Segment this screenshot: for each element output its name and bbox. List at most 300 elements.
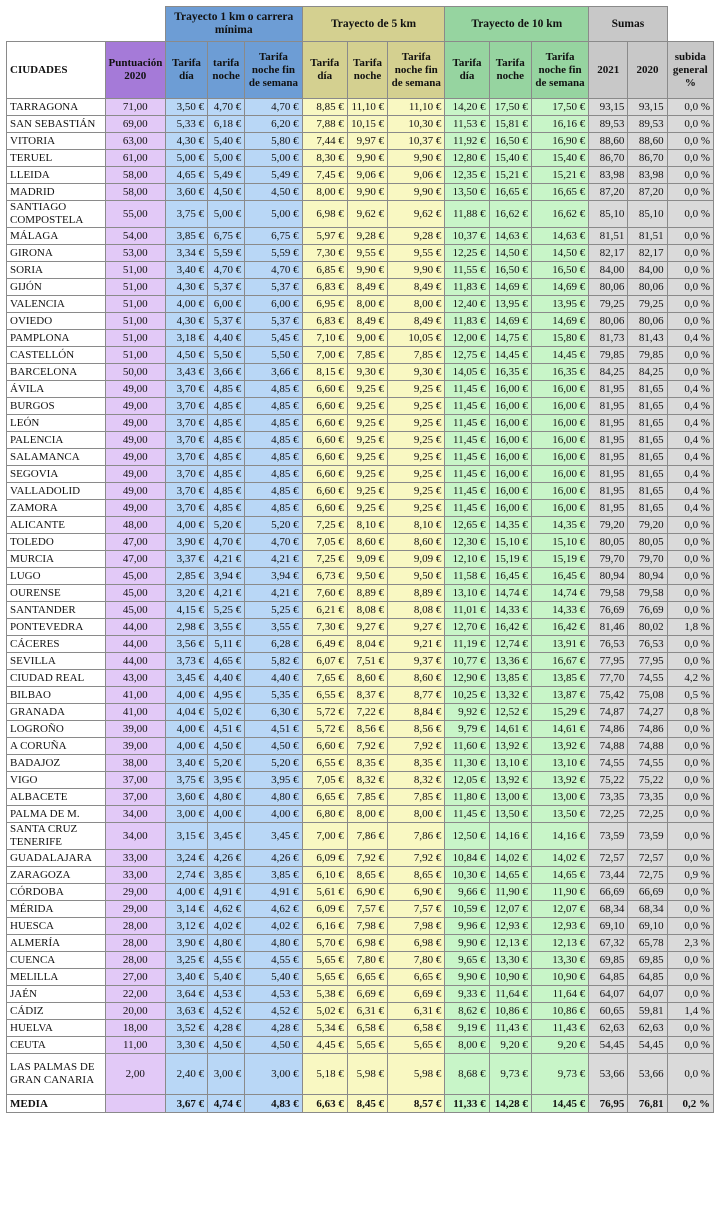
cell-10km-finde: 11,90 € [531, 884, 588, 901]
cell-10km-finde: 14,50 € [531, 245, 588, 262]
cell-subida: 0,0 % [667, 517, 713, 534]
cell-subida: 0,0 % [667, 636, 713, 653]
cell-5km-noche: 9,25 € [347, 415, 387, 432]
cell-10km-noche: 12,13 € [489, 935, 531, 952]
table-row [7, 670, 714, 687]
cell-puntuacion: 71,00 [105, 99, 165, 116]
cell-suma-2021: 79,85 [589, 347, 628, 364]
cell-1km-noche: 5,00 € [208, 201, 245, 228]
cell-1km-finde: 4,70 € [245, 534, 302, 551]
cell-suma-2020: 74,27 [628, 704, 667, 721]
cell-10km-noche: 16,35 € [489, 364, 531, 381]
cell-1km-noche: 5,40 € [208, 969, 245, 986]
cell-puntuacion: 47,00 [105, 551, 165, 568]
cell-5km-finde: 8,60 € [388, 534, 445, 551]
cell-5km-finde: 6,69 € [388, 986, 445, 1003]
table-row [7, 1003, 714, 1020]
cell-10km-dia: 8,62 € [445, 1003, 489, 1020]
cell-suma-2020: 76,53 [628, 636, 667, 653]
cell-10km-dia: 11,92 € [445, 133, 489, 150]
cell-5km-noche: 9,25 € [347, 381, 387, 398]
cell-puntuacion: 45,00 [105, 602, 165, 619]
cell-1km-dia: 4,50 € [165, 347, 207, 364]
cell-1km-noche: 5,59 € [208, 245, 245, 262]
cell-5km-finde: 6,58 € [388, 1020, 445, 1037]
cell-suma-2021: 81,95 [589, 483, 628, 500]
cell-1km-noche: 4,85 € [208, 381, 245, 398]
cell-puntuacion: 49,00 [105, 500, 165, 517]
cell-5km-finde: 8,08 € [388, 602, 445, 619]
cell-1km-noche: 4,50 € [208, 184, 245, 201]
cell-subida: 0,0 % [667, 789, 713, 806]
cell-5km-noche: 7,86 € [347, 823, 387, 850]
cell-subida: 0,0 % [667, 738, 713, 755]
cell-10km-dia: 14,20 € [445, 99, 489, 116]
cell-subida: 0,0 % [667, 201, 713, 228]
cell-1km-finde: 4,85 € [245, 381, 302, 398]
cell-1km-dia: 3,25 € [165, 952, 207, 969]
cell-5km-finde: 9,06 € [388, 167, 445, 184]
cell-1km-noche: 4,85 € [208, 432, 245, 449]
cell-10km-finde: 14,69 € [531, 279, 588, 296]
cell-subida: 0,0 % [667, 585, 713, 602]
table-row [7, 636, 714, 653]
cell-1km-dia: 4,00 € [165, 721, 207, 738]
cell-10km-dia: 8,00 € [445, 1037, 489, 1054]
table-row [7, 551, 714, 568]
cell-10km-noche: 16,50 € [489, 133, 531, 150]
cell-subida: 0,0 % [667, 313, 713, 330]
cell-suma-2020: 79,85 [628, 347, 667, 364]
cell-subida: 0,0 % [667, 347, 713, 364]
cell-5km-finde: 8,49 € [388, 279, 445, 296]
cell-1km-finde: 5,82 € [245, 653, 302, 670]
col-header-5km-noche: Tarifa noche [347, 42, 387, 99]
cell-city: MÁLAGA [7, 228, 106, 245]
cell-10km-finde: 15,40 € [531, 150, 588, 167]
table-row [7, 133, 714, 150]
table-row [7, 986, 714, 1003]
cell-city: HUESCA [7, 918, 106, 935]
cell-subida: 0,8 % [667, 704, 713, 721]
table-body [7, 99, 714, 1113]
cell-10km-finde: 14,74 € [531, 585, 588, 602]
cell-10km-dia: 12,50 € [445, 823, 489, 850]
cell-1km-finde: 4,85 € [245, 415, 302, 432]
cell-puntuacion: 28,00 [105, 918, 165, 935]
cell-suma-2021: 81,95 [589, 398, 628, 415]
table-row [7, 517, 714, 534]
table-row [7, 279, 714, 296]
cell-1km-finde: 6,75 € [245, 228, 302, 245]
cell-1km-finde: 4,26 € [245, 850, 302, 867]
cell-puntuacion: 28,00 [105, 952, 165, 969]
cell-5km-finde: 7,86 € [388, 823, 445, 850]
cell-subida: 0,0 % [667, 245, 713, 262]
cell-5km-noche: 6,90 € [347, 884, 387, 901]
cell-10km-finde: 12,07 € [531, 901, 588, 918]
cell-city: VITORIA [7, 133, 106, 150]
cell-puntuacion: 18,00 [105, 1020, 165, 1037]
cell-city: ALICANTE [7, 517, 106, 534]
cell-5km-noche: 8,32 € [347, 772, 387, 789]
cell-suma-2021: 81,95 [589, 449, 628, 466]
cell-suma-2021: 81,46 [589, 619, 628, 636]
cell-1km-finde: 4,51 € [245, 721, 302, 738]
cell-10km-finde: 16,42 € [531, 619, 588, 636]
cell-city: GUADALAJARA [7, 850, 106, 867]
cell-5km-finde: 8,56 € [388, 721, 445, 738]
cell-5km-finde: 11,10 € [388, 99, 445, 116]
cell-1km-noche: 6,00 € [208, 296, 245, 313]
cell-10km-dia: 9,96 € [445, 918, 489, 935]
cell-5km-dia: 6,60 € [302, 738, 347, 755]
col-header-10km-dia: Tarifa día [445, 42, 489, 99]
table-row [7, 918, 714, 935]
cell-5km-dia: 6,21 € [302, 602, 347, 619]
group-header-5km: Trayecto de 5 km [302, 7, 445, 42]
cell-suma-2020: 93,15 [628, 99, 667, 116]
cell-puntuacion: 50,00 [105, 364, 165, 381]
cell-5km-dia: 5,34 € [302, 1020, 347, 1037]
table-row [7, 466, 714, 483]
cell-puntuacion: 48,00 [105, 517, 165, 534]
cell-1km-noche: 4,70 € [208, 262, 245, 279]
cell-puntuacion: 51,00 [105, 279, 165, 296]
cell-5km-finde: 10,37 € [388, 133, 445, 150]
cell-1km-noche: 5,37 € [208, 313, 245, 330]
cell-1km-noche: 4,62 € [208, 901, 245, 918]
cell-1km-dia: 3,70 € [165, 466, 207, 483]
cell-1km-finde: 5,45 € [245, 330, 302, 347]
cell-10km-noche: 14,33 € [489, 602, 531, 619]
cell-5km-finde: 6,31 € [388, 1003, 445, 1020]
cell-subida: 0,0 % [667, 279, 713, 296]
cell-1km-noche: 5,20 € [208, 517, 245, 534]
cell-puntuacion: 49,00 [105, 381, 165, 398]
cell-subida: 0,0 % [667, 228, 713, 245]
cell-5km-dia: 7,05 € [302, 772, 347, 789]
cell-suma-2020: 75,22 [628, 772, 667, 789]
cell-5km-finde: 7,85 € [388, 347, 445, 364]
cell-city: ZARAGOZA [7, 867, 106, 884]
cell-5km-noche: 11,10 € [347, 99, 387, 116]
cell-5km-finde: 6,90 € [388, 884, 445, 901]
cell-5km-finde: 8,57 € [388, 1095, 445, 1113]
cell-1km-noche: 5,25 € [208, 602, 245, 619]
cell-5km-dia: 5,18 € [302, 1054, 347, 1095]
cell-suma-2021: 82,17 [589, 245, 628, 262]
cell-1km-noche: 3,66 € [208, 364, 245, 381]
cell-5km-finde: 9,28 € [388, 228, 445, 245]
table-row [7, 687, 714, 704]
cell-puntuacion: 11,00 [105, 1037, 165, 1054]
cell-10km-dia: 12,80 € [445, 150, 489, 167]
cell-5km-finde: 8,35 € [388, 755, 445, 772]
cell-5km-noche: 9,30 € [347, 364, 387, 381]
cell-10km-noche: 15,81 € [489, 116, 531, 133]
cell-1km-noche: 4,21 € [208, 585, 245, 602]
cell-1km-finde: 4,70 € [245, 99, 302, 116]
cell-city: SANTANDER [7, 602, 106, 619]
cell-subida: 0,0 % [667, 850, 713, 867]
cell-1km-noche: 3,55 € [208, 619, 245, 636]
table-row [7, 901, 714, 918]
cell-1km-dia: 3,63 € [165, 1003, 207, 1020]
cell-suma-2021: 64,07 [589, 986, 628, 1003]
cell-10km-dia: 11,45 € [445, 432, 489, 449]
cell-1km-noche: 4,00 € [208, 806, 245, 823]
cell-1km-noche: 4,80 € [208, 935, 245, 952]
cell-city: TOLEDO [7, 534, 106, 551]
cell-5km-dia: 7,30 € [302, 245, 347, 262]
cell-subida: 0,4 % [667, 432, 713, 449]
table-header [7, 7, 714, 99]
cell-suma-2021: 72,25 [589, 806, 628, 823]
cell-1km-dia: 5,33 € [165, 116, 207, 133]
cell-1km-finde: 4,85 € [245, 432, 302, 449]
cell-suma-2021: 80,06 [589, 279, 628, 296]
cell-1km-finde: 4,21 € [245, 551, 302, 568]
cell-city: CÁDIZ [7, 1003, 106, 1020]
cell-5km-noche: 9,09 € [347, 551, 387, 568]
cell-5km-noche: 7,92 € [347, 738, 387, 755]
cell-puntuacion: 41,00 [105, 704, 165, 721]
cell-5km-dia: 6,16 € [302, 918, 347, 935]
cell-5km-finde: 8,49 € [388, 313, 445, 330]
table-row [7, 755, 714, 772]
cell-suma-2021: 53,66 [589, 1054, 628, 1095]
cell-city: CASTELLÓN [7, 347, 106, 364]
cell-suma-2020: 83,98 [628, 167, 667, 184]
cell-suma-2020: 68,34 [628, 901, 667, 918]
cell-1km-noche: 5,20 € [208, 755, 245, 772]
cell-10km-dia: 9,92 € [445, 704, 489, 721]
cell-suma-2020: 66,69 [628, 884, 667, 901]
cell-suma-2021: 73,35 [589, 789, 628, 806]
cell-10km-finde: 10,86 € [531, 1003, 588, 1020]
cell-10km-finde: 16,00 € [531, 415, 588, 432]
cell-5km-finde: 7,92 € [388, 738, 445, 755]
cell-puntuacion: 49,00 [105, 483, 165, 500]
cell-5km-finde: 5,65 € [388, 1037, 445, 1054]
cell-5km-dia: 6,10 € [302, 867, 347, 884]
cell-5km-noche: 8,35 € [347, 755, 387, 772]
cell-1km-finde: 4,50 € [245, 738, 302, 755]
cell-1km-finde: 4,80 € [245, 935, 302, 952]
cell-10km-noche: 13,30 € [489, 952, 531, 969]
cell-5km-dia: 6,83 € [302, 313, 347, 330]
cell-10km-dia: 10,25 € [445, 687, 489, 704]
cell-10km-dia: 11,55 € [445, 262, 489, 279]
cell-1km-noche: 4,02 € [208, 918, 245, 935]
cell-suma-2021: 81,95 [589, 381, 628, 398]
cell-1km-finde: 5,80 € [245, 133, 302, 150]
cell-suma-2020: 80,94 [628, 568, 667, 585]
cell-5km-dia: 6,60 € [302, 381, 347, 398]
cell-suma-2020: 74,88 [628, 738, 667, 755]
cell-subida: 0,0 % [667, 952, 713, 969]
cell-1km-dia: 3,70 € [165, 483, 207, 500]
cell-1km-noche: 4,40 € [208, 330, 245, 347]
cell-1km-noche: 3,95 € [208, 772, 245, 789]
cell-10km-dia: 12,05 € [445, 772, 489, 789]
cell-5km-dia: 6,55 € [302, 755, 347, 772]
cell-1km-dia: 4,00 € [165, 517, 207, 534]
cell-5km-noche: 8,04 € [347, 636, 387, 653]
cell-10km-finde: 16,00 € [531, 398, 588, 415]
cell-city: TERUEL [7, 150, 106, 167]
cell-10km-noche: 13,00 € [489, 789, 531, 806]
cell-puntuacion: 20,00 [105, 1003, 165, 1020]
cell-1km-noche: 5,00 € [208, 150, 245, 167]
cell-5km-dia: 6,98 € [302, 201, 347, 228]
cell-5km-finde: 9,55 € [388, 245, 445, 262]
cell-subida: 0,0 % [667, 150, 713, 167]
cell-10km-finde: 14,65 € [531, 867, 588, 884]
cell-puntuacion: 41,00 [105, 687, 165, 704]
cell-5km-dia: 5,38 € [302, 986, 347, 1003]
col-header-1km-noche: tarifa noche [208, 42, 245, 99]
cell-10km-noche: 17,50 € [489, 99, 531, 116]
cell-5km-noche: 8,00 € [347, 806, 387, 823]
cell-10km-finde: 14,33 € [531, 602, 588, 619]
cell-1km-dia: 3,73 € [165, 653, 207, 670]
cell-10km-dia: 12,75 € [445, 347, 489, 364]
cell-10km-dia: 9,90 € [445, 935, 489, 952]
cell-suma-2020: 87,20 [628, 184, 667, 201]
cell-city: MADRID [7, 184, 106, 201]
cell-city: CEUTA [7, 1037, 106, 1054]
cell-10km-noche: 14,16 € [489, 823, 531, 850]
cell-10km-dia: 11,45 € [445, 398, 489, 415]
cell-1km-dia: 4,30 € [165, 313, 207, 330]
cell-subida: 0,0 % [667, 364, 713, 381]
cell-5km-dia: 6,85 € [302, 262, 347, 279]
cell-1km-dia: 3,75 € [165, 201, 207, 228]
cell-1km-finde: 3,85 € [245, 867, 302, 884]
cell-city: SANTIAGO COMPOSTELA [7, 201, 106, 228]
cell-subida: 0,4 % [667, 398, 713, 415]
table-row [7, 432, 714, 449]
cell-1km-finde: 4,85 € [245, 500, 302, 517]
cell-10km-noche: 16,00 € [489, 449, 531, 466]
cell-puntuacion: 44,00 [105, 619, 165, 636]
group-header-10km: Trayecto de 10 km [445, 7, 589, 42]
cell-5km-finde: 9,21 € [388, 636, 445, 653]
cell-5km-dia: 7,30 € [302, 619, 347, 636]
cell-5km-noche: 9,00 € [347, 330, 387, 347]
cell-puntuacion: 33,00 [105, 867, 165, 884]
cell-10km-dia: 10,30 € [445, 867, 489, 884]
cell-suma-2021: 74,55 [589, 755, 628, 772]
cell-10km-finde: 15,29 € [531, 704, 588, 721]
cell-1km-dia: 3,60 € [165, 184, 207, 201]
cell-5km-dia: 6,65 € [302, 789, 347, 806]
cell-1km-noche: 6,75 € [208, 228, 245, 245]
table-row [7, 850, 714, 867]
cell-subida: 0,4 % [667, 483, 713, 500]
cell-suma-2021: 79,25 [589, 296, 628, 313]
cell-subida: 0,4 % [667, 330, 713, 347]
cell-suma-2020: 76,81 [628, 1095, 667, 1113]
cell-5km-noche: 8,00 € [347, 296, 387, 313]
table-row [7, 201, 714, 228]
cell-city: OURENSE [7, 585, 106, 602]
cell-suma-2021: 93,15 [589, 99, 628, 116]
cell-5km-noche: 9,27 € [347, 619, 387, 636]
cell-1km-dia: 3,24 € [165, 850, 207, 867]
cell-1km-dia: 3,14 € [165, 901, 207, 918]
cell-city: BADAJOZ [7, 755, 106, 772]
table-row [7, 1020, 714, 1037]
cell-suma-2020: 72,57 [628, 850, 667, 867]
cell-suma-2020: 77,95 [628, 653, 667, 670]
cell-1km-noche: 4,70 € [208, 534, 245, 551]
cell-1km-dia: 3,00 € [165, 806, 207, 823]
cell-10km-dia: 11,45 € [445, 449, 489, 466]
cell-suma-2021: 74,87 [589, 704, 628, 721]
cell-1km-finde: 5,00 € [245, 201, 302, 228]
cell-subida: 0,0 % [667, 262, 713, 279]
cell-puntuacion: 58,00 [105, 184, 165, 201]
cell-10km-noche: 16,42 € [489, 619, 531, 636]
cell-puntuacion: 37,00 [105, 772, 165, 789]
cell-10km-finde: 14,45 € [531, 1095, 588, 1113]
cell-10km-dia: 11,88 € [445, 201, 489, 228]
cell-suma-2021: 77,95 [589, 653, 628, 670]
cell-1km-noche: 4,85 € [208, 398, 245, 415]
cell-10km-noche: 14,69 € [489, 279, 531, 296]
col-header-5km-finde: Tarifa noche fin de semana [388, 42, 445, 99]
cell-5km-dia: 6,80 € [302, 806, 347, 823]
cell-city: LOGROÑO [7, 721, 106, 738]
cell-1km-noche: 4,85 € [208, 483, 245, 500]
cell-10km-finde: 13,95 € [531, 296, 588, 313]
cell-10km-noche: 16,45 € [489, 568, 531, 585]
cell-10km-noche: 12,74 € [489, 636, 531, 653]
cell-1km-noche: 4,53 € [208, 986, 245, 1003]
cell-10km-finde: 16,00 € [531, 483, 588, 500]
cell-1km-finde: 5,25 € [245, 602, 302, 619]
cell-1km-noche: 4,85 € [208, 466, 245, 483]
cell-1km-dia: 3,40 € [165, 755, 207, 772]
cell-5km-finde: 8,60 € [388, 670, 445, 687]
cell-10km-dia: 11,45 € [445, 483, 489, 500]
cell-suma-2020: 62,63 [628, 1020, 667, 1037]
cell-subida: 0,4 % [667, 466, 713, 483]
cell-city: MURCIA [7, 551, 106, 568]
cell-10km-noche: 12,07 € [489, 901, 531, 918]
cell-1km-noche: 4,51 € [208, 721, 245, 738]
table-row [7, 867, 714, 884]
cell-5km-finde: 8,00 € [388, 296, 445, 313]
cell-1km-dia: 4,00 € [165, 884, 207, 901]
cell-5km-noche: 7,85 € [347, 789, 387, 806]
cell-1km-noche: 4,85 € [208, 449, 245, 466]
cell-5km-dia: 5,72 € [302, 721, 347, 738]
cell-city: ALBACETE [7, 789, 106, 806]
cell-city: ÁVILA [7, 381, 106, 398]
cell-suma-2020: 74,86 [628, 721, 667, 738]
cell-5km-dia: 5,02 € [302, 1003, 347, 1020]
cell-5km-noche: 9,90 € [347, 150, 387, 167]
cell-1km-dia: 4,00 € [165, 687, 207, 704]
cell-puntuacion: 28,00 [105, 935, 165, 952]
table-row [7, 653, 714, 670]
cell-5km-noche: 8,89 € [347, 585, 387, 602]
cell-suma-2020: 64,07 [628, 986, 667, 1003]
